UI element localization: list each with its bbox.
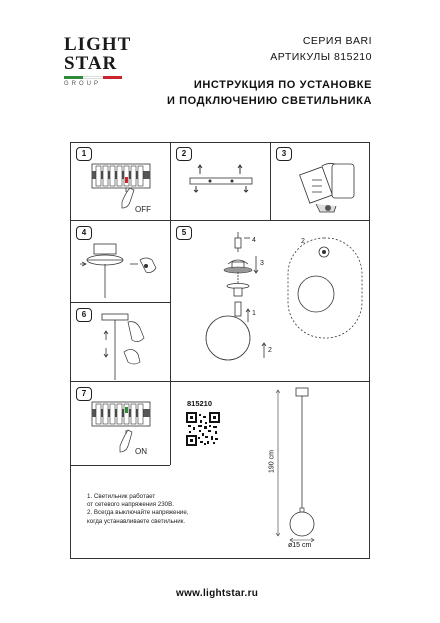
instruction-title-line2: И ПОДКЛЮЧЕНИЮ СВЕТИЛЬНИКА [166,95,372,107]
breaker-panel-on-illustration [88,398,168,460]
logo-text-star: STAR [64,53,118,74]
diameter-dimension-label: ø15 cm [288,542,312,549]
website-link[interactable]: www.lightstar.ru [176,588,259,599]
product-article-number: 815210 [187,399,213,408]
article-label: АРТИКУЛЫ 815210 [270,51,372,63]
pendant-lamp-dimension-drawing [276,386,336,546]
height-dimension-label: 190 cm [268,450,276,473]
step5-arrow-label-3: 3 [260,260,264,267]
row-divider-4 [70,465,170,466]
step5-arrow-label-1: 1 [252,310,256,317]
ceiling-wiring-illustration [292,150,366,218]
row-divider-2 [70,302,170,303]
step-number-6: 6 [76,308,92,322]
note-line-4: когда устанавливаете светильник. [87,517,186,525]
step5-arrow-label-4: 4 [252,237,256,244]
col-divider-1 [170,142,171,465]
mounting-bracket-illustration [182,162,266,202]
breaker-panel-off-illustration [88,160,168,218]
safety-notes [87,493,257,526]
step5-arrow-label-2: 2 [268,347,272,354]
note-line-3: 2. Всегда выключайте напряжение, [87,509,189,517]
off-label: OFF [135,205,151,214]
step-number-2: 2 [176,147,192,161]
instruction-title-line1: ИНСТРУКЦИЯ ПО УСТАНОВКЕ [193,79,372,91]
step-number-3: 3 [276,147,292,161]
note-line-1: 1. Светильник работает [87,493,156,500]
col-divider-2 [270,142,271,220]
on-label: ON [135,447,147,456]
row-divider-1 [70,220,370,221]
step-number-4: 4 [76,226,92,240]
logo-text-light: LIGHT [64,34,132,55]
step-number-7: 7 [76,387,92,401]
series-label: СЕРИЯ BARI [302,35,372,47]
shade-assembly-illustration [176,232,366,378]
step5-inset-label-2: 2 [301,238,305,245]
canopy-mounting-illustration [78,236,168,300]
qr-code [186,412,220,446]
height-adjustment-illustration [88,310,168,380]
logo-text-group: GROUP [64,81,102,87]
note-line-2: от сетевого напряжения 230В. [87,501,174,509]
step-number-5: 5 [176,226,192,240]
row-divider-3 [70,381,370,382]
step-number-1: 1 [76,147,92,161]
